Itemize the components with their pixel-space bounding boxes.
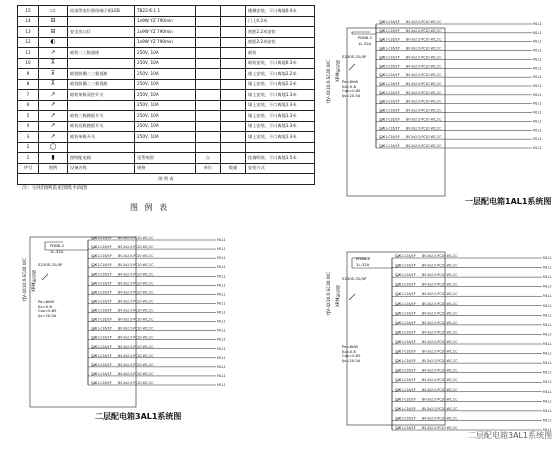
legend-cell-spec: 1x9W YZ 790min [135,37,196,48]
branch-cable-label: BV-3x2.5-PC20 WC,CC [422,311,458,316]
branch-breaker-label: S261-C16/1P [91,236,112,240]
branch-load-label: M1L1 [543,275,552,280]
branch-breaker-label: S261-C16/1P [395,254,416,258]
legend-cell-no: 1 [18,153,39,164]
legend-caption: 图 例 表 [130,203,170,212]
branch-breaker-label: S261-C16/1P [91,290,112,295]
legend-cell-spec: 250V, 10A [135,132,196,143]
branch-breaker-label: S261-C16/1P [395,330,416,335]
main-breaker-symbol [349,294,355,300]
legend-cell-symbol: ◯ [39,142,68,153]
legend-cell-symbol: ↗ [39,111,68,122]
legend-cell-spec: TB22-6-1 1 [135,6,196,17]
branch-load-label: M1L1 [543,303,552,308]
legend-cell-no: 2 [18,142,39,153]
main-breaker-symbol [42,274,48,280]
branch-cable-label: BV-3x2.5-PC20 WC,CC [422,426,458,430]
main-breaker-symbol [349,64,355,70]
legend-cell-symbol: ↗ [39,90,68,101]
branch-load-label: M1L1 [533,146,542,150]
branch-load-label: M1L1 [217,364,226,369]
branch-cable-label: BV-3x2.5-PC20 WC,CC [406,99,442,104]
legend-cell-symbol: ↗ [39,100,68,111]
branch-load-label: M1L1 [543,313,552,318]
branch-cable-label: BV-3x2.5-PC20 WC,CC [406,55,442,60]
branch-load-label: M1L1 [533,110,542,115]
branch-load-label: M1L1 [533,84,542,88]
legend-cell-name: 暗装三极跷板开关 [68,111,135,122]
branch-cable-label: BV-3x2.5-PC20 WC,CC [406,144,442,148]
legend-cell-spec: 见系统图 [135,153,196,164]
legend-header-symbol: 图例 [39,163,68,174]
legend-cell-note: 墙上安装，下口离地1.3米 [246,111,315,122]
branch-breaker-label: S261-C16/1P [395,378,416,383]
branch-breaker-label: S261-C16/1P [395,368,416,373]
branch-cable-label: BV-3x2.5-PC20 WC,CC [422,292,458,297]
legend-cell-name: 暗装单极开关 [68,132,135,143]
branch-breaker-label: S261-C16/1P [395,292,416,297]
branch-cable-label: BV-3x2.5-PC20 WC,CC [118,272,154,277]
legend-note: 注：引用图例表见图纸平面图 [22,185,88,191]
branch-breaker-label: S261-C16/1P [395,340,416,344]
branch-breaker-label: S261-C16/1P [379,144,400,148]
legend-cell-note: 底距2.2米安装 [246,37,315,48]
branch-cable-label: BV-3x2.5-PC20 WC,CC [406,135,442,140]
branch-load-label: M1L1 [217,373,226,378]
branch-cable-label: BV-3x2.5-PC20 WC,CC [118,344,154,349]
branch-breaker-label: S261-C16/1P [91,299,112,304]
main-breaker-top-right: S250S-32/4P [342,54,367,59]
branch-breaker-label: S261-C16/1P [379,46,400,51]
branch-load-label: M1L1 [217,346,226,351]
legend-cell-name: 暗装防溅二三极插座 [68,79,135,90]
branch-cable-label: BV-3x2.5-PC20 WC,CC [118,299,154,304]
legend-cell-no: 13 [18,27,39,38]
branch-cable-label: BV-3x2.5-PC20 WC,CC [422,416,458,421]
branch-cable-label: BV-3x2.5-PC20 WC,CC [406,37,442,42]
branch-load-label: M1L1 [217,256,226,261]
legend-cell-note: 墙上安装，下口离地2.2米 [246,69,315,80]
legend-cell-name: 照明配电箱 [68,153,135,164]
branch-load-label: M1L1 [217,337,226,342]
legend-cell-symbol: ▮ [39,153,68,164]
branch-cable-label: BV-3x2.5-PC20 WC,CC [422,340,458,344]
branch-cable-label: BV-3x2.5-PC20 WC,CC [422,254,458,258]
legend-cell-no: 15 [18,6,39,17]
legend-cell-spec: 250V, 10A [135,69,196,80]
branch-breaker-label: S261-C16/1P [91,254,112,259]
branch-breaker-label: S261-C16/1P [395,349,416,354]
branch-cable-label: BV-3x2.5-PC20 WC,CC [422,330,458,335]
legend-cell-no: 14 [18,16,39,27]
legend-cell-note: 墙上安装，下口离地1.3米 [246,121,315,132]
legend-cell-note: 墙上安装，下口离地1.3米 [246,132,315,143]
branch-cable-label: BV-3x2.5-PC20 WC,CC [406,64,442,69]
legend-cell-spec: 250V, 10A [135,111,196,122]
branch-breaker-label: S261-C16/1P [379,82,400,86]
legend-cell-symbol: ◐ [39,37,68,48]
legend-cell-symbol: ⊟ [39,27,68,38]
branch-cable-label: BV-3x2.5-PC20 WC,CC [422,301,458,306]
power-top-right: Pe=8kW Kx=0.8 Cos=0.85 Ijs=20.5A [342,79,361,98]
branch-load-label: M1L1 [543,428,552,432]
diagram-title-bottom-right: 二层配电箱3AL1系统图 [468,431,553,440]
power-bottom-left: Pe=8kW Kx=0.8 Cos=0.85 Ijs=20.5A [38,299,57,318]
branch-load-label: M1L1 [533,57,542,62]
branch-load-label: M1L1 [543,332,552,337]
legend-cell-name: 暗装单极双控开关 [68,90,135,101]
branch-cable-label: BV-3x2.5-PC20 WC,CC [422,406,458,411]
legend-cell-symbol: ▭ [39,6,68,17]
legend-cell-symbol: ↗ [39,48,68,59]
legend-cell-symbol: ↗ [39,132,68,143]
branch-load-label: M1L1 [217,310,226,315]
branch-load-label: M1L1 [217,265,226,270]
branch-breaker-label: S261-C16/1P [91,353,112,358]
branch-load-label: M1L1 [543,370,552,375]
branch-breaker-label: S261-C16/1P [379,64,400,69]
branch-cable-label: BV-3x2.5-PC20 WC,CC [406,20,442,24]
legend-cell-note: 门上0.2米 [246,16,315,27]
branch-cable-label: BV-3x2.5-PC20 WC,CC [118,290,154,295]
legend-cell-spec: 250V, 10A [135,79,196,90]
main-label-bottom-left: PDB8-2 [50,243,65,248]
branch-load-label: M1L1 [543,342,552,346]
branch-cable-label: BV-3x2.5-PC20 WC,CC [406,90,442,95]
box-label-bottom-left: XRM配电箱 [31,270,36,292]
branch-cable-label: BV-3x2.5-PC20 WC,CC [118,263,154,268]
branch-load-label: M1L1 [533,30,542,35]
branch-cable-label: BV-3x2.5-PC20 WC,CC [406,117,442,122]
branch-breaker-label: S261-C16/1P [91,344,112,349]
branch-cable-label: BV-3x2.5-PC20 WC,CC [406,28,442,33]
branch-cable-label: BV-3x2.5-PC20 WC,CC [422,273,458,278]
branch-load-label: M1L1 [217,328,226,333]
branch-cable-label: BV-3x2.5-PC20 WC,CC [118,317,154,322]
legend-cell-no: 3 [18,132,39,143]
legend-cell-symbol: ⊼ [39,79,68,90]
branch-breaker-label: S261-C16/1P [395,320,416,325]
branch-cable-label: BV-3x2.5-PC20 WC,CC [118,335,154,340]
branch-cable-label: BV-3x2.5-PC20 WC,CC [406,73,442,78]
legend-cell-note: 墙上安装，下口离地2.2米 [246,79,315,90]
branch-cable-label: BV-3x2.5-PC20 WC,CC [118,254,154,259]
legend-cell-note: 暗装 [246,48,315,59]
legend-header-no: 序号 [18,163,39,174]
branch-breaker-label: S261-C16/1P [379,90,400,95]
legend-cell-symbol: ⊼ [39,69,68,80]
branch-cable-label: BV-3x2.5-PC20 WC,CC [118,281,154,286]
branch-cable-label: BV-3x2.5-PC20 WC,CC [422,378,458,383]
branch-cable-label: BV-3x2.5-PC20 WC,CC [406,82,442,86]
branch-load-label: M1L1 [217,292,226,297]
legend-cell-note: 楼梯安装，下口离地0.4米 [246,6,315,17]
branch-load-label: M1L1 [533,66,542,71]
branch-breaker-label: S261-C16/1P [395,282,416,287]
legend-header-qty: 数量 [221,163,246,174]
branch-load-label: M1L1 [543,294,552,299]
legend-cell-name: 局部等电位联结端子板LEB [68,6,135,17]
legend-header-name: 设备名称 [68,163,135,174]
branch-cable-label: BV-3x2.5-PC20 WC,CC [422,282,458,287]
branch-cable-label: BV-3x2.5-PC20 WC,CC [406,46,442,51]
branch-breaker-label: S261-C16/1P [395,359,416,364]
main-breaker-bottom-left: S250S-32/4P [38,262,63,267]
branch-load-label: M1L1 [543,389,552,394]
legend-cell-name: 安全出口灯 [68,27,135,38]
power-bottom-right: Pe=8kW Kx=0.8 Cos=0.85 Ijs=20.5A [342,344,361,363]
legend-table-title: 图 例 表 [18,174,315,185]
branch-breaker-label: S261-C16/1P [395,263,416,268]
branch-breaker-label: S261-C16/1P [91,326,112,331]
legend-cell-note: 墙上安装，下口离地1.3米 [246,90,315,101]
branch-cable-label: BV-3x2.5-PC20 WC,CC [406,108,442,113]
legend-cell-spec: 250V, 10A [135,90,196,101]
branch-breaker-label: S261-C16/1P [91,381,112,385]
branch-breaker-label: S261-C16/1P [379,99,400,104]
main-label-bottom-right: PDB8-2 [356,256,371,261]
feeder-label-top-right: YJV-4X10.0-SC40 WC [326,60,331,104]
branch-load-label: M1L1 [217,283,226,288]
branch-load-label: M1L1 [533,137,542,142]
branch-cable-label: BV-3x2.5-PC20 WC,CC [406,126,442,131]
branch-cable-label: BV-3x2.5-PC20 WC,CC [422,263,458,268]
branch-load-label: M1L1 [533,39,542,44]
branch-breaker-label: S261-C16/1P [395,387,416,392]
legend-cell-symbol: ⊼ [39,58,68,69]
legend-cell-no: 12 [18,37,39,48]
branch-cable-label: BV-3x2.5-PC20 WC,CC [422,368,458,373]
branch-load-label: M1L1 [543,322,552,327]
branch-load-label: M1L1 [533,92,542,97]
branch-load-label: M1L1 [533,75,542,80]
main-breaker-bottom-right: S250S-32/4P [342,276,367,281]
branch-cable-label: BV-3x2.5-PC20 WC,CC [118,371,154,376]
branch-breaker-label: S261-C16/1P [379,117,400,122]
branch-cable-label: BV-3x2.5-PC20 WC,CC [118,362,154,367]
main-label-top-right: PDB8-2 [358,35,373,40]
branch-cable-label: BV-3x2.5-PC20 WC,CC [118,236,154,240]
branch-breaker-label: S261-C16/1P [395,301,416,306]
branch-cable-label: BV-3x2.5-PC20 WC,CC [422,349,458,354]
legend-cell-spec: 250V, 10A [135,121,196,132]
main-sub-bottom-right: 1L-32A [356,262,370,267]
box-label-top-right: XRM配电箱 [335,60,340,82]
legend-cell-spec: 250V, 10A [135,48,196,59]
branch-breaker-label: S261-C16/1P [379,20,400,24]
branch-load-label: M1L1 [543,265,552,270]
legend-header-spec: 规格 [135,163,196,174]
branch-cable-label: BV-3x2.5-PC20 WC,CC [118,326,154,331]
branch-breaker-label: S261-C16/1P [91,362,112,367]
branch-cable-label: BV-3x2.5-PC20 WC,CC [422,320,458,325]
branch-breaker-label: S261-C16/1P [379,108,400,113]
legend-cell-note: 暗装安装，下口离地0.3米 [246,58,315,69]
legend-cell-note: 底距2.2米安装 [246,27,315,38]
branch-load-label: M1L1 [217,247,226,252]
box-label-bottom-right: XRM配电箱 [335,285,340,307]
legend-cell-no: 4 [18,121,39,132]
legend-cell-name: 暗装双极跷板开关 [68,121,135,132]
branch-load-label: M1L1 [533,22,542,26]
legend-cell-note: 墙上安装，下口离地1.3米 [246,100,315,111]
legend-cell-spec: 250V, 10A [135,58,196,69]
branch-load-label: M1L1 [217,319,226,324]
feeder-label-bottom-left: YJV-4X10.0-SC40 WC [22,258,27,302]
branch-breaker-label: S261-C16/1P [379,135,400,140]
legend-header-note: 安装方式 [246,163,315,174]
branch-load-label: M1L1 [533,128,542,133]
legend-cell-no: 6 [18,100,39,111]
branch-breaker-label: S261-C16/1P [91,317,112,322]
branch-cable-label: BV-3x2.5-PC20 WC,CC [118,381,154,385]
legend-cell-no: 5 [18,111,39,122]
branch-breaker-label: S261-C16/1P [379,28,400,33]
branch-breaker-label: S261-C16/1P [395,397,416,402]
branch-load-label: M1L1 [543,361,552,366]
branch-cable-label: BV-3x2.5-PC20 WC,CC [422,359,458,364]
legend-cell-spec: 1x9W YZ 790min [135,27,196,38]
branch-breaker-label: S261-C16/1P [91,371,112,376]
branch-breaker-label: S261-C16/1P [379,126,400,131]
legend-cell-no: 10 [18,58,39,69]
branch-load-label: M1L1 [533,119,542,124]
branch-cable-label: BV-3x2.5-PC20 WC,CC [422,387,458,392]
branch-breaker-label: S261-C16/1P [395,426,416,430]
legend-cell-no: 9 [18,69,39,80]
branch-breaker-label: S261-C16/1P [395,416,416,421]
legend-cell-no: 11 [18,48,39,59]
legend-cell-name: 暗装二三极插座 [68,48,135,59]
legend-cell-no: 8 [18,79,39,90]
branch-load-label: M1L1 [217,238,226,242]
diagram-title-bottom-left: 二层配电箱3AL1系统图 [95,412,182,421]
branch-cable-label: BV-3x2.5-PC20 WC,CC [422,397,458,402]
legend-cell-unit: 台 [196,153,221,164]
branch-load-label: M1L1 [543,399,552,404]
branch-load-label: M1L1 [543,284,552,289]
legend-cell-spec: 1x9W YZ 790min [135,16,196,27]
branch-load-label: M1L1 [217,274,226,279]
legend-cell-spec: 250V, 10A [135,100,196,111]
legend-cell-note: 挂墙明装，下口离地1.5米 [246,153,315,164]
branch-cable-label: BV-3x2.5-PC20 WC,CC [118,308,154,313]
main-sub-top-right: 1L-32A [358,41,372,46]
legend-header-unit: 单位 [196,163,221,174]
branch-breaker-label: S261-C16/1P [379,73,400,78]
diagram-title-top-right: 一层配电箱1AL1系统图 [465,197,552,206]
legend-cell-no: 7 [18,90,39,101]
branch-load-label: M1L1 [533,101,542,106]
main-sub-bottom-left: 1L-32A [50,249,64,254]
branch-breaker-label: S261-C16/1P [91,272,112,277]
branch-load-label: M1L1 [543,256,552,260]
branch-cable-label: BV-3x2.5-PC20 WC,CC [118,353,154,358]
branch-breaker-label: S261-C16/1P [91,308,112,313]
branch-breaker-label: S261-C16/1P [91,281,112,286]
branch-breaker-label: S261-C16/1P [395,406,416,411]
branch-breaker-label: S261-C16/1P [91,335,112,340]
branch-load-label: M1L1 [543,418,552,423]
feeder-label-bottom-right: YJV-4X10.0-SC40 WC [326,272,331,316]
branch-breaker-label: S261-C16/1P [395,311,416,316]
branch-load-label: M1L1 [543,408,552,413]
branch-breaker-label: S261-C16/1P [395,273,416,278]
branch-load-label: M1L1 [533,48,542,53]
branch-breaker-label: S261-C16/1P [91,245,112,250]
legend-cell-symbol: ↗ [39,121,68,132]
branch-load-label: M1L1 [217,301,226,306]
branch-breaker-label: S261-C16/1P [379,37,400,42]
branch-load-label: M1L1 [217,383,226,387]
branch-load-label: M1L1 [217,355,226,360]
branch-load-label: M1L1 [543,351,552,356]
branch-breaker-label: S261-C16/1P [91,263,112,268]
branch-breaker-label: S261-C16/1P [379,55,400,60]
legend-cell-symbol: ⊟ [39,16,68,27]
legend-cell-name: 暗装防溅二三极插座 [68,69,135,80]
branch-cable-label: BV-3x2.5-PC20 WC,CC [118,245,154,250]
branch-load-label: M1L1 [543,380,552,385]
